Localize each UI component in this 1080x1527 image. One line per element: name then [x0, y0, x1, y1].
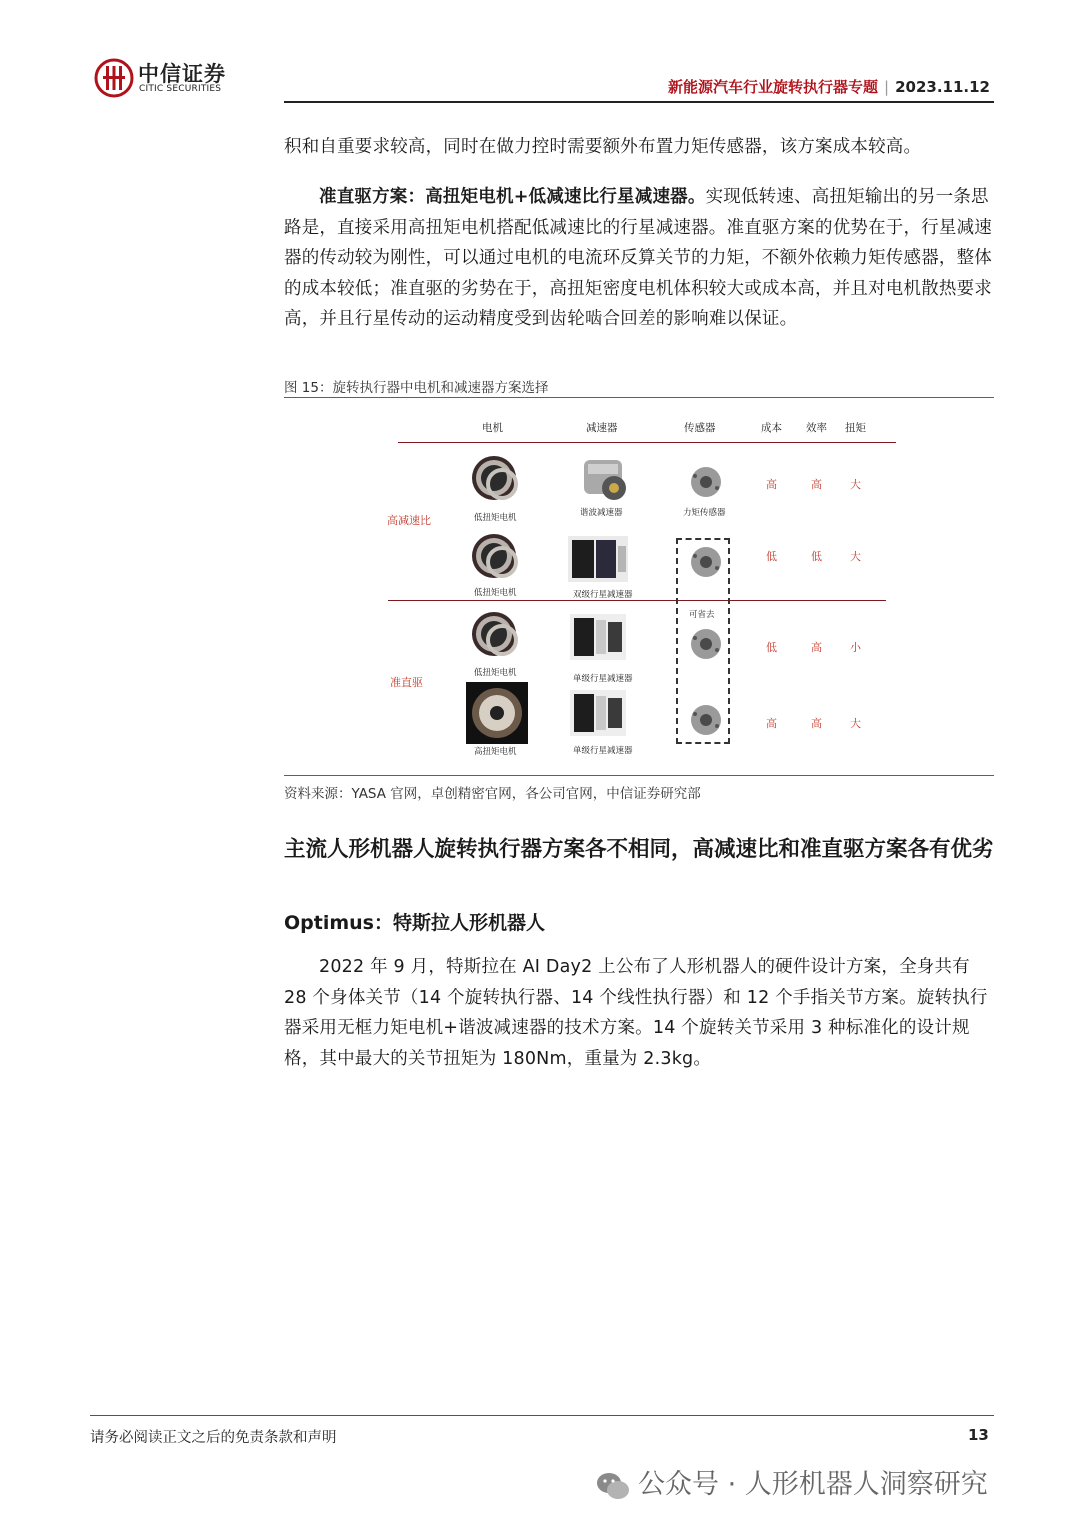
logo-cn-text: 中信证券	[138, 62, 226, 86]
figure-title: 图 15：旋转执行器中电机和减速器方案选择	[284, 380, 549, 396]
row1-cost: 高	[766, 478, 777, 491]
wechat-icon	[596, 1471, 630, 1501]
row2-efficiency: 低	[811, 550, 822, 563]
optional-label: 可省去	[689, 610, 715, 620]
col-header-reducer: 减速器	[586, 422, 618, 434]
motor-caption: 低扭矩电机	[474, 668, 517, 678]
watermark-text: 公众号 · 人形机器人洞察研究	[638, 1469, 988, 1500]
col-header-torque: 扭矩	[845, 422, 866, 434]
figure-table	[380, 410, 920, 765]
group-divider-rule	[388, 600, 886, 601]
row3-cost: 低	[766, 641, 777, 654]
motor-caption: 高扭矩电机	[474, 747, 517, 757]
row4-efficiency: 高	[811, 717, 822, 730]
row4-torque: 大	[850, 717, 861, 730]
figure-source: 资料来源：YASA 官网，卓创精密官网，各公司官网，中信证券研究部	[284, 786, 701, 802]
report-date: 2023.11.12	[895, 78, 990, 96]
col-header-motor: 电机	[482, 422, 503, 434]
company-logo	[94, 56, 244, 100]
footer-disclaimer[interactable]: 请务必阅读正文之后的免责条款和声明	[90, 1430, 337, 1446]
reducer-caption: 单级行星减速器	[573, 746, 633, 756]
row4-cost: 高	[766, 717, 777, 730]
row1-efficiency: 高	[811, 478, 822, 491]
reducer-caption: 双级行星减速器	[573, 590, 633, 600]
torque-sensor-icon	[680, 698, 736, 754]
citic-logo-icon	[94, 58, 134, 98]
logo-en-text: CITIC SECURITIES	[139, 84, 222, 94]
col-header-sensor: 传感器	[684, 422, 716, 434]
section-heading: 主流人形机器人旋转执行器方案各不相同，高减速比和准直驱方案各有优劣	[284, 837, 994, 862]
header-separator: |	[884, 78, 890, 96]
col-header-efficiency: 效率	[806, 422, 827, 434]
row2-torque: 大	[850, 550, 861, 563]
paragraph-3: 2022 年 9 月，特斯拉在 AI Day2 上公布了人形机器人的硬件设计方案，全身共有 28 个身体关节（14 个旋转执行器、14 个线性执行器）和 12 个手指关节方案。旋转执行器采用无框力矩电机+谐波减速器的技术方案。14 个旋转关节采用 3 种标准化的设计规格，其中最大的关节扭矩为 180Nm，重量为 2.3kg。	[284, 957, 988, 1069]
col-header-cost: 成本	[761, 422, 782, 434]
motor-caption: 低扭矩电机	[474, 588, 517, 598]
group-label-qdd: 准直驱	[390, 676, 423, 689]
low-torque-motor-icon	[468, 530, 524, 586]
row3-torque: 小	[850, 641, 861, 654]
header-report-info	[668, 76, 990, 97]
paragraph-1: 积和自重要求较高，同时在做力控时需要额外布置力矩传感器，该方案成本较高。	[284, 137, 922, 157]
section-subheading: Optimus：特斯拉人形机器人	[284, 912, 545, 934]
table-header-rule	[398, 442, 896, 443]
low-torque-motor-icon	[468, 608, 524, 664]
paragraph-2	[284, 182, 992, 335]
sensor-caption: 力矩传感器	[683, 508, 726, 518]
reducer-caption: 单级行星减速器	[573, 674, 633, 684]
watermark	[596, 1462, 988, 1501]
report-title: 新能源汽车行业旋转执行器专题	[668, 78, 879, 96]
row1-torque: 大	[850, 478, 861, 491]
row2-cost: 低	[766, 550, 777, 563]
reducer-caption: 谐波减速器	[580, 508, 623, 518]
figure-top-rule	[284, 397, 994, 398]
motor-caption: 低扭矩电机	[474, 513, 517, 523]
two-stage-planetary-reducer-icon	[566, 532, 630, 588]
page-number: 13	[968, 1426, 989, 1444]
high-torque-motor-icon	[466, 682, 528, 744]
single-stage-planetary-reducer-icon	[568, 610, 628, 666]
header-divider	[284, 101, 994, 103]
paragraph-2-text: 实现低转速、高扭矩输出的另一条思路是，直接采用高扭矩电机搭配低减速比的行星减速器。准直驱方案的优势在于，行星减速器的传动较为刚性，可以通过电机的电流环反算关节的力矩，不额外依赖力矩传感器，整体的成本较低；准直驱的劣势在于，高扭矩密度电机体积较大或成本高，并且对电机散热要求高，并且行星传动的运动精度受到齿轮啮合回差的影响难以保证。	[284, 187, 992, 329]
single-stage-planetary-reducer-icon	[568, 686, 628, 742]
harmonic-reducer-icon	[576, 454, 632, 510]
row3-efficiency: 高	[811, 641, 822, 654]
torque-sensor-icon	[680, 622, 736, 678]
paragraph-2-bold: 准直驱方案：高扭矩电机+低减速比行星减速器。	[319, 187, 706, 207]
low-torque-motor-icon	[468, 452, 524, 508]
figure-bottom-rule	[284, 775, 994, 776]
footer-divider	[90, 1415, 994, 1416]
group-label-high-ratio: 高减速比	[387, 514, 431, 527]
